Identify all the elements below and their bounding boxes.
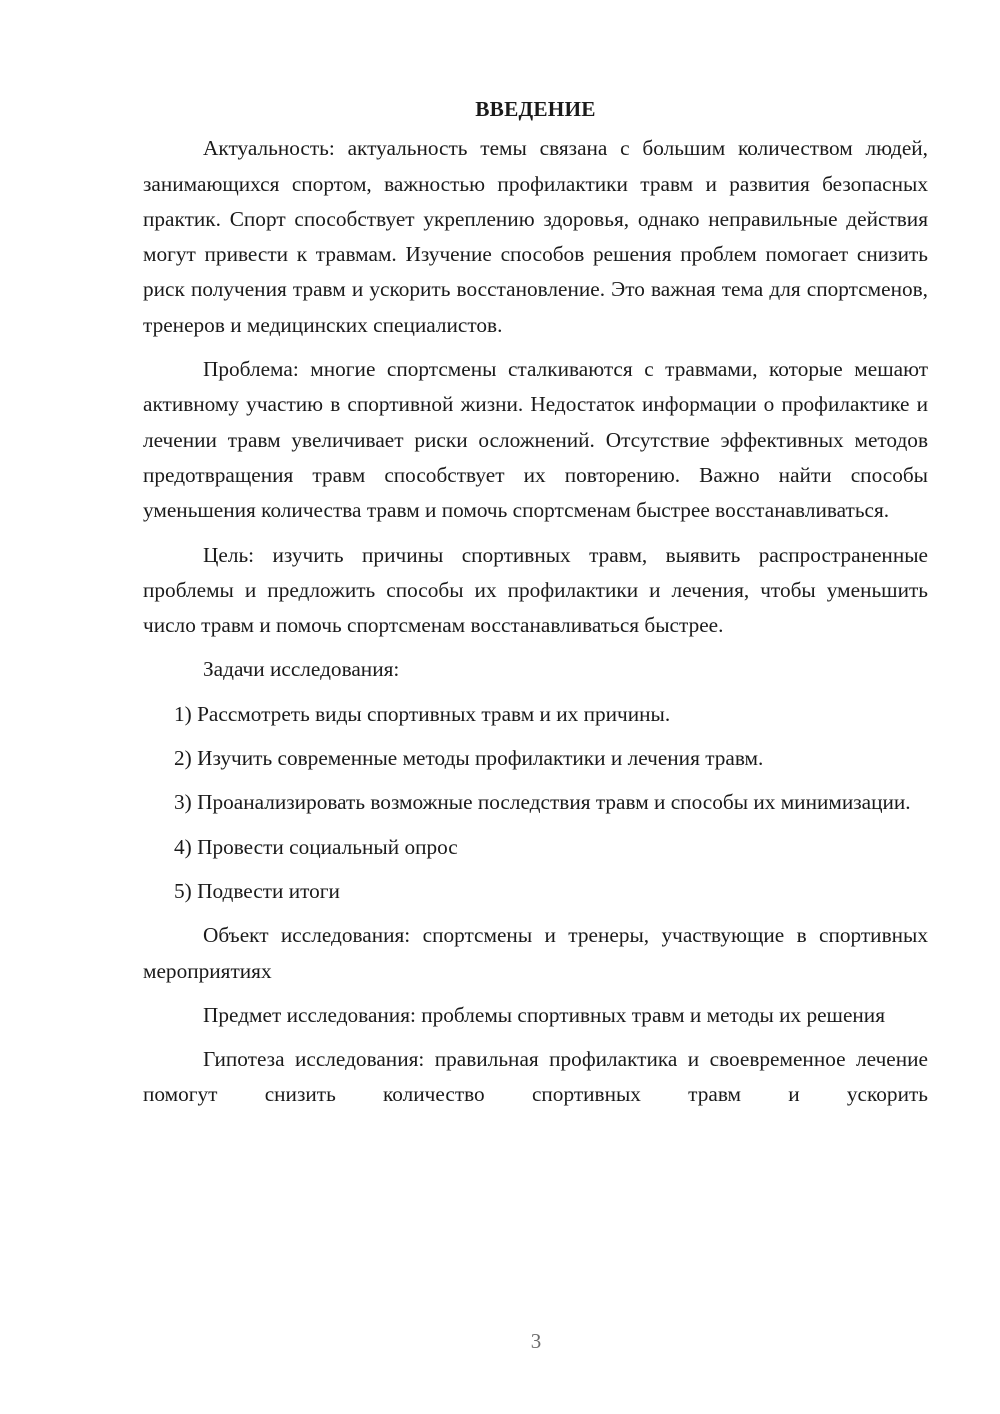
page-number: 3 (530, 1329, 542, 1353)
document-page (143, 92, 928, 1122)
task-item-1: 1) Рассмотреть виды спортивных травм и их причины. (174, 701, 671, 726)
goal-paragraph: Цель: изучить причины спортивных травм, выявить распространенные проблемы и предложить способы их профилактики и лечения, чтобы уменьшить число травм и помочь спортсменам восстанавливаться быстрее. (143, 542, 928, 638)
relevance-paragraph: Актуальность: актуальность темы связана с большим количеством людей, занимающихся спортом, важностью профилактики травм и развития безопасных практик. Спорт способствует укреплению здоровья, однако неправильные действия могут привести к травмам. Изучение способов решения проблем помогает снизить риск получения травм и ускорить восстановление. Это важная тема для спортсменов, тренеров и медицинских специалистов. (143, 136, 928, 337)
subject-paragraph: Предмет исследования: проблемы спортивных травм и методы их решения (203, 1002, 885, 1027)
task-item-3: 3) Проанализировать возможные последствия травм и способы их минимизации. (174, 790, 911, 815)
tasks-heading: Задачи исследования: (203, 657, 400, 682)
problem-paragraph: Проблема: многие спортсмены сталкиваются с травмами, которые мешают активному участию в спортивной жизни. Недостаток информации о профилактике и лечении травм увеличивает риски осложнений. Отсутствие эффективных методов предотвращения травм способствует их повторению. Важно найти способы уменьшения количества травм и помочь спортсменам быстрее восстанавливаться. (143, 357, 928, 523)
task-item-2: 2) Изучить современные методы профилактики и лечения травм. (174, 746, 764, 771)
section-title: ВВЕДЕНИЕ (475, 97, 596, 121)
task-item-4: 4) Провести социальный опрос (174, 834, 458, 859)
hypothesis-paragraph: Гипотеза исследования: правильная профилактика и своевременное лечение помогут снизить количество спортивных травм и ускорить (143, 1047, 928, 1107)
task-item-5: 5) Подвести итоги (174, 878, 340, 903)
object-paragraph: Объект исследования: спортсмены и тренеры, участвующие в спортивных мероприятиях (143, 923, 928, 983)
